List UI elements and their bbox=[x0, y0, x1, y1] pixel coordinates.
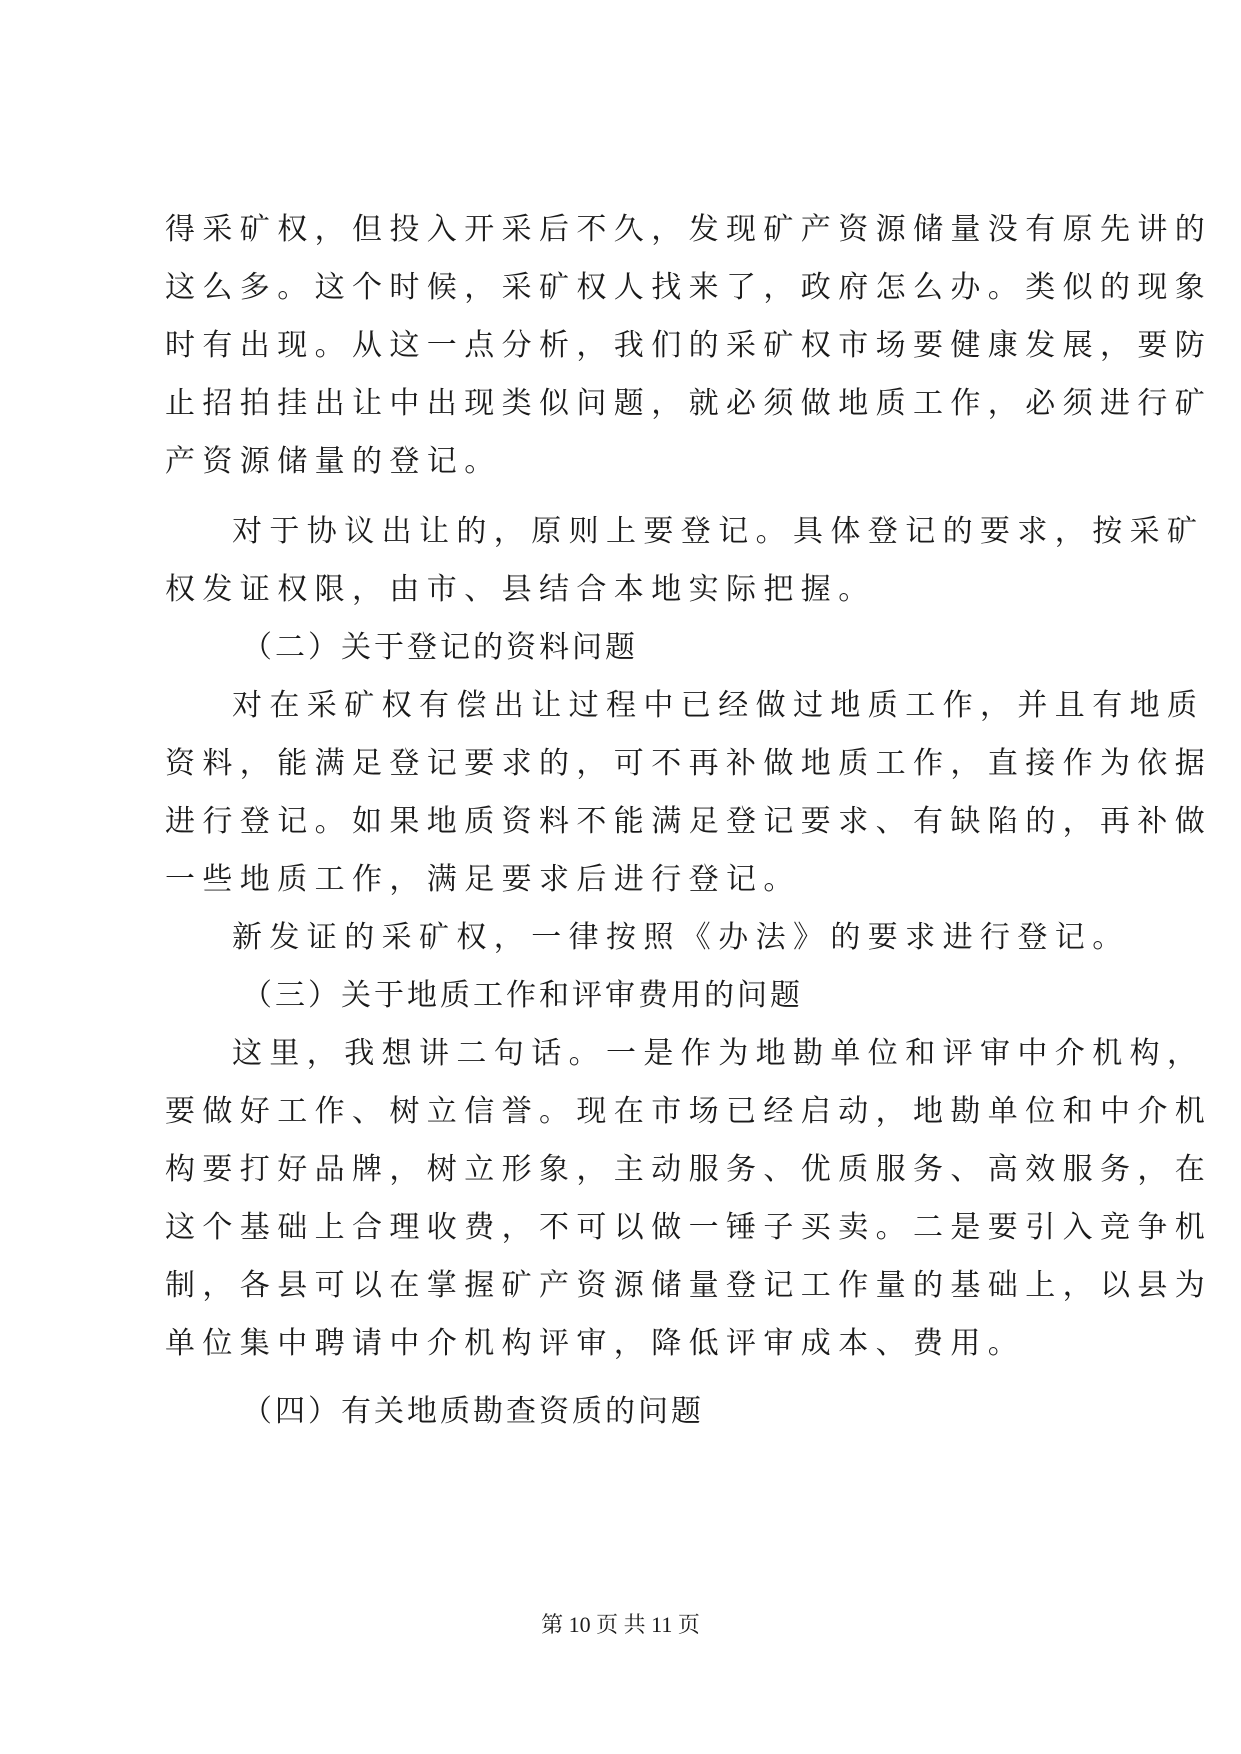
body-text-line: 得采矿权，但投入开采后不久，发现矿产资源储量没有原先讲的 bbox=[165, 212, 1213, 247]
body-text-line: 一些地质工作，满足要求后进行登记。 bbox=[165, 862, 801, 897]
body-text-line: 止招拍挂出让中出现类似问题，就必须做地质工作，必须进行矿 bbox=[165, 386, 1213, 421]
paragraph-first-line: 对在采矿权有偿出让过程中已经做过地质工作，并且有地质 bbox=[232, 688, 1205, 723]
body-text-line: 这么多。这个时候，采矿权人找来了，政府怎么办。类似的现象 bbox=[165, 270, 1213, 305]
body-text-line: 资料，能满足登记要求的，可不再补做地质工作，直接作为依据 bbox=[165, 746, 1213, 781]
body-text-line: 产资源储量的登记。 bbox=[165, 444, 502, 479]
body-text-line: 进行登记。如果地质资料不能满足登记要求、有缺陷的，再补做 bbox=[165, 804, 1213, 839]
section-heading: （三）关于地质工作和评审费用的问题 bbox=[242, 978, 803, 1013]
body-text-line: 构要打好品牌，树立形象，主动服务、优质服务、高效服务，在 bbox=[165, 1152, 1213, 1187]
section-heading: （四）有关地质勘查资质的问题 bbox=[242, 1394, 704, 1429]
paragraph-first-line: 对于协议出让的，原则上要登记。具体登记的要求，按采矿 bbox=[232, 514, 1205, 549]
paragraph-first-line: 这里，我想讲二句话。一是作为地勘单位和评审中介机构， bbox=[232, 1036, 1205, 1071]
body-text-line: 这个基础上合理收费，不可以做一锤子买卖。二是要引入竞争机 bbox=[165, 1210, 1213, 1245]
page-footer: 第 10 页 共 11 页 bbox=[541, 1612, 700, 1637]
section-heading: （二）关于登记的资料问题 bbox=[242, 630, 638, 665]
paragraph-first-line: 新发证的采矿权，一律按照《办法》的要求进行登记。 bbox=[232, 920, 1130, 955]
body-text-line: 单位集中聘请中介机构评审，降低评审成本、费用。 bbox=[165, 1326, 1026, 1361]
body-text-line: 权发证权限，由市、县结合本地实际把握。 bbox=[165, 572, 876, 607]
body-text-line: 时有出现。从这一点分析，我们的采矿权市场要健康发展，要防 bbox=[165, 328, 1213, 363]
body-text-line: 制，各县可以在掌握矿产资源储量登记工作量的基础上，以县为 bbox=[165, 1268, 1213, 1303]
body-text-line: 要做好工作、树立信誉。现在市场已经启动，地勘单位和中介机 bbox=[165, 1094, 1213, 1129]
